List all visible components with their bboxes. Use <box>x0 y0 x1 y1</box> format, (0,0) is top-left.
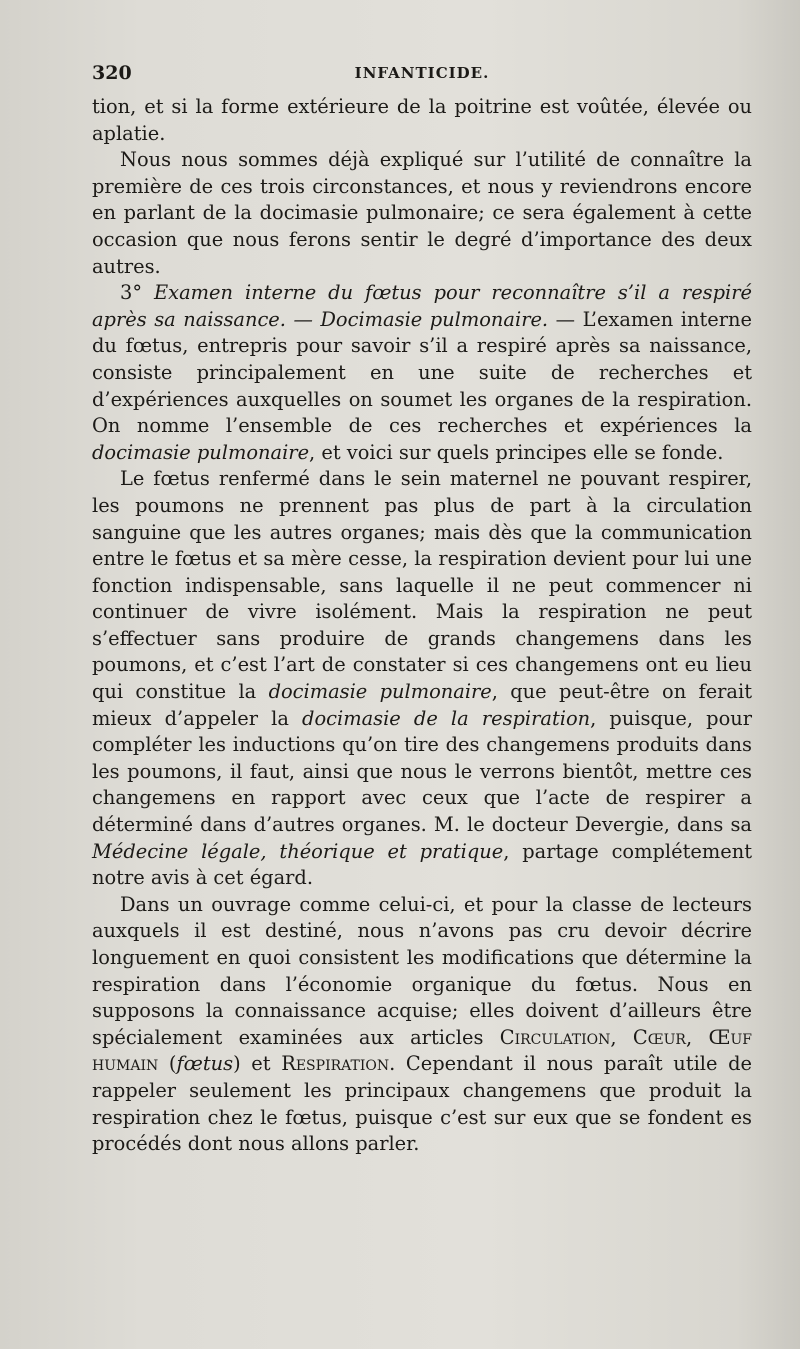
open-paren: ( <box>158 1052 177 1076</box>
paragraph-4-text-d: , partage complétement notre avis à cet égard. <box>92 839 752 890</box>
paragraph-3-text-b: , et voici sur quels principes elle se fonde. <box>309 440 724 464</box>
paragraph-4-text-a: Le fœtus renfermé dans le sein maternel ne pouvant respirer, les poumons ne prennent pas plus de part à la circulation sanguine que les autres organes; mais dès que la communication entre le fœtus et sa mère cesse, la respiration devient pour lui une fonction indispensable, sans laquelle il ne peut commencer ni continuer de vivre isolément. Mais la respiration ne peut s’effectuer sans produire de grands changemens dans les poumons, et c’est l’art de constater si ces changemens ont eu lieu qui constitue la <box>92 467 752 704</box>
heading-dash: — <box>548 307 583 331</box>
article-respiration: Respiration <box>281 1052 390 1076</box>
term-foetus: fœtus <box>176 1052 234 1076</box>
paragraph-4-text-c: , puisque, pour compléter les inductions qu’on tire des changemens produits dans les poumons, il faut, ainsi que nous le verrons bientôt, mettre ces changemens en rapport avec ceux que l’acte de respirer a déterminé dans d’autres organes. M. le docteur Devergie, dans sa <box>92 706 752 837</box>
paragraph-2: Nous nous sommes déjà expliqué sur l’utilité de connaître la première de ces trois circonstances, et nous y reviendrons encore en parlant de la docimasie pulmonaire; ce sera également à cette occasion que nous ferons sentir le degré d’importance des deux autres. <box>92 148 752 278</box>
paragraph-5 <box>92 892 752 1158</box>
book-title: Médecine légale, théorique et pratique <box>92 839 504 863</box>
separator: , <box>685 1025 709 1049</box>
paragraph-4 <box>92 466 752 892</box>
term-docimasie-respiration: docimasie de la respiration <box>302 706 591 730</box>
article-coeur: Cœur <box>632 1025 686 1049</box>
paragraph-5-text-a: Dans un ouvrage comme celui-ci, et pour la classe de lecteurs auxquels il est destiné, nous n’avons pas cru devoir décrire longuement en quoi consistent les modifications que détermine la respiration dans l’économie organique du fœtus. Nous en supposons la connaissance acquise; elles doivent d’ailleurs être spécialement examinées aux articles <box>92 892 752 1049</box>
separator: , <box>610 1025 633 1049</box>
body-text <box>92 94 752 1158</box>
term-docimasie: docimasie pulmonaire <box>92 440 310 464</box>
paragraph-5-text-f: . Cependant il nous paraît utile de rappeler seulement les principaux changemens que produit la respiration chez le fœtus, puisque c’est sur eux que se fondent es procédés dont nous allons parler. <box>92 1052 753 1156</box>
paragraph-4-text-b: , que peut-être on ferait mieux d’appeler la <box>92 680 752 730</box>
close-paren: ) et <box>233 1052 282 1076</box>
section-number: 3° <box>120 281 155 305</box>
paragraph-3 <box>92 280 752 466</box>
article-circulation: Circulation <box>499 1025 611 1049</box>
paragraph-1: tion, et si la forme extérieure de la poitrine est voûtée, élevée ou aplatie. <box>92 95 752 145</box>
page-number: 320 <box>92 62 132 84</box>
term-docimasie-pulmonaire: docimasie pulmonaire <box>268 680 492 704</box>
section-heading: Examen interne du fœtus pour reconnaître s’il a respiré après sa naissance. — Docimasie pulmonaire. <box>92 281 752 331</box>
running-title: INFANTICIDE. <box>354 64 490 82</box>
page-header <box>92 62 752 86</box>
paragraph-3-text-a: L’examen interne du fœtus, entrepris pour savoir s’il a respiré après sa naissance, consiste principalement en une suite de recherches et d’expériences auxquelles on soumet les organes de la respiration. On nomme l’ensemble de ces recherches et expériences la <box>92 307 752 438</box>
article-oeuf-humain: Œuf humain <box>92 1025 753 1076</box>
